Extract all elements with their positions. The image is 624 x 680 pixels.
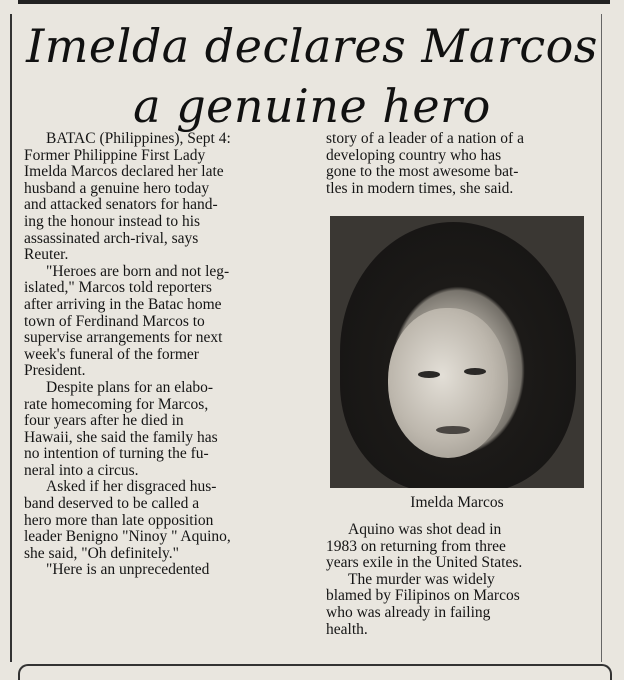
text-line: Aquino was shot dead in (348, 521, 502, 538)
text-line: "Heroes are born and not leg- (46, 262, 230, 280)
text-line: "Here is an unprecedented (46, 561, 210, 579)
article-paragraph (24, 131, 300, 264)
article-paragraph (326, 131, 592, 197)
text-line: 1983 on returning from three (326, 537, 506, 555)
article-paragraph (24, 264, 300, 380)
text-line: supervise arrangements for next (24, 329, 223, 347)
article-left-column (24, 131, 300, 579)
article-right-column-bottom (326, 522, 592, 638)
photo-eye-right (464, 368, 486, 375)
text-line: neral into a circus. (24, 461, 139, 479)
text-line: four years after he died in (24, 412, 184, 430)
photo-eye-left (418, 371, 440, 378)
text-line: band deserved to be called a (24, 495, 200, 513)
article-paragraph (24, 562, 300, 579)
text-line: after arriving in the Batac home (24, 295, 222, 313)
headline-line-1: Imelda declares Marcos (26, 19, 598, 73)
article-right-column-top (326, 131, 592, 197)
text-line: islated," Marcos told reporters (24, 279, 212, 297)
text-line: health. (326, 620, 368, 638)
text-line: town of Ferdinand Marcos to (24, 312, 205, 330)
text-line: story of a leader of a nation of a (326, 130, 524, 147)
photo-caption: Imelda Marcos (410, 494, 504, 511)
left-rule (10, 14, 12, 662)
top-rule (18, 0, 610, 4)
text-line: assassinated arch-rival, says (24, 229, 199, 247)
portrait-photo (330, 216, 584, 488)
text-line: ing the honour instead to his (24, 212, 201, 230)
text-line: blamed by Filipinos on Marcos (326, 587, 520, 605)
text-line: no intention of turning the fu- (24, 445, 209, 463)
article-paragraph (24, 479, 300, 562)
photo-mouth (436, 426, 470, 434)
text-line: leader Benigno "Ninoy " Aquino, (24, 528, 231, 546)
text-line: BATAC (Philippines), Sept 4: (46, 130, 231, 147)
text-line: hero more than late opposition (24, 511, 214, 529)
text-line: gone to the most awesome bat- (326, 163, 519, 181)
next-article-border (18, 664, 612, 680)
text-line: Despite plans for an elabo- (46, 378, 213, 396)
text-line: The murder was widely (348, 570, 495, 588)
text-line: who was already in failing (326, 603, 491, 621)
text-line: President. (24, 362, 86, 380)
text-line: developing country who has (326, 146, 502, 164)
text-line: Reuter. (24, 246, 69, 264)
article-paragraph (326, 572, 592, 638)
photo-face (388, 308, 508, 458)
text-line: week's funeral of the former (24, 345, 199, 363)
text-line: years exile in the United States. (326, 554, 523, 572)
text-line: rate homecoming for Marcos, (24, 395, 209, 413)
text-line: Former Philippine First Lady (24, 146, 206, 164)
text-line: tles in modern times, she said. (326, 179, 514, 197)
text-line: Asked if her disgraced hus- (46, 478, 217, 496)
article-paragraph (24, 380, 300, 480)
text-line: husband a genuine hero today (24, 179, 210, 197)
text-line: Hawaii, she said the family has (24, 428, 218, 446)
article-paragraph (326, 522, 592, 572)
text-line: Imelda Marcos declared her late (24, 163, 224, 181)
text-line: she said, "Oh definitely." (24, 544, 179, 562)
headline-line-2: a genuine hero (133, 79, 491, 133)
text-line: and attacked senators for hand- (24, 196, 218, 214)
